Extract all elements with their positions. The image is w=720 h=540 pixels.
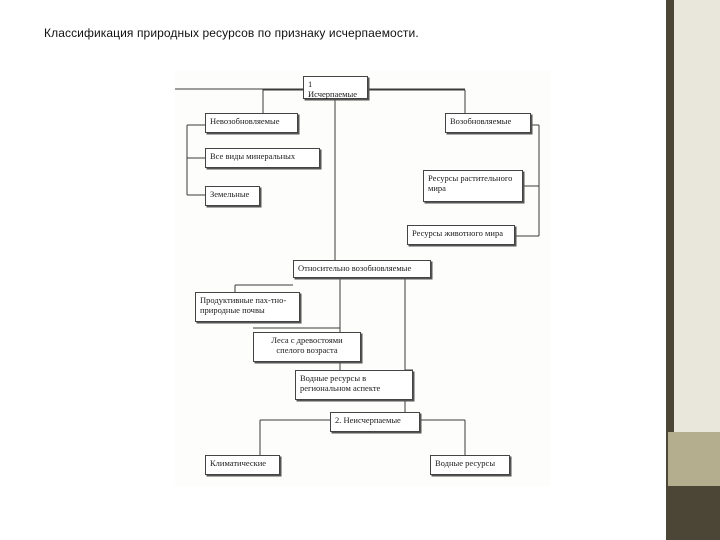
node-exhaustible: 1 Исчерпаемые (303, 76, 368, 99)
node-inexhaustible: 2. Неисчерпаемые (330, 412, 420, 432)
sidebar-accent-block (668, 432, 720, 486)
node-climatic: Климатические (205, 455, 280, 475)
node-land: Земельные (205, 186, 260, 206)
node-non-renewable: Невозобновляемые (205, 113, 298, 133)
node-water-regional: Водные ресурсы в региональном аспекте (295, 370, 413, 400)
node-relatively-renewable: Относительно возобновляемые (293, 260, 431, 278)
classification-diagram (175, 70, 550, 486)
node-animal-world: Ресурсы животного мира (407, 225, 515, 245)
node-forests: Леса с древостоями спелого возраста (253, 332, 361, 362)
node-water-resources: Водные ресурсы (430, 455, 510, 475)
node-renewable: Возобновляемые (445, 113, 531, 133)
slide-title: Классификация природных ресурсов по признаку исчерпаемости. (44, 26, 419, 40)
node-plant-world: Ресурсы растительного мира (423, 170, 523, 202)
node-all-minerals: Все виды минеральных (205, 148, 320, 168)
node-productive-soils: Продуктивные пах-тно-природные почвы (195, 292, 300, 322)
sidebar-bottom-block (668, 486, 720, 540)
